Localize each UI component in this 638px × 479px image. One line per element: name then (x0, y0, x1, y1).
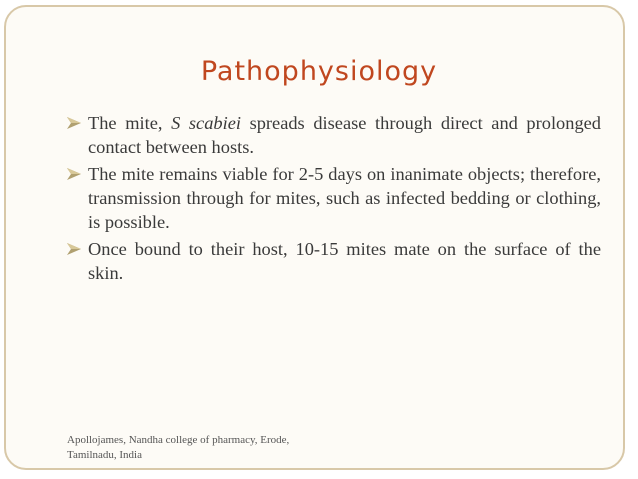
bullet-text: The mite, (88, 113, 172, 133)
bullet-text: The mite remains viable for 2-5 days on inanimate objects; therefore, transmission through for mites, such as infected bedding or clothing, is possible. (88, 164, 601, 232)
arrowhead-bullet-icon (66, 242, 82, 256)
bullet-item (66, 162, 601, 234)
bullet-text: spreads disease through direct and prolonged contact between hosts. (88, 113, 602, 157)
slide-title: Pathophysiology (200, 56, 438, 87)
arrowhead-bullet-icon (66, 167, 82, 181)
bullet-text-italic: S scabiei (171, 113, 241, 133)
bullet-item (66, 237, 601, 285)
bullet-list (66, 111, 601, 288)
footer-line: Tamilnadu, India (67, 449, 142, 461)
bullet-item (66, 111, 601, 159)
bullet-text: Once bound to their host, 10-15 mites mate on the surface of the skin. (88, 239, 601, 283)
slide-footer (67, 433, 289, 463)
arrowhead-bullet-icon (66, 116, 82, 130)
footer-line: Apollojames, Nandha college of pharmacy, Erode, (67, 434, 290, 446)
